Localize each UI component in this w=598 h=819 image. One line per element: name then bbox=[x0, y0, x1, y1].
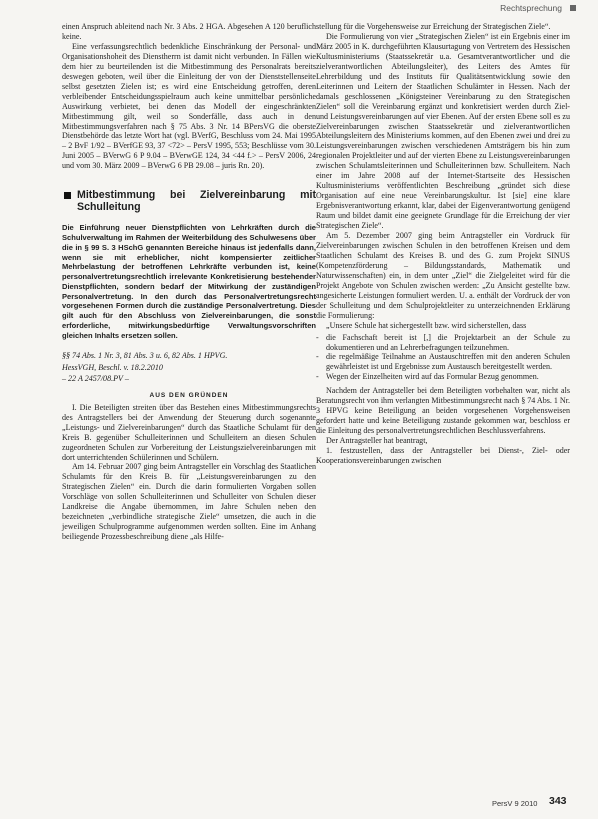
list-item bbox=[316, 333, 570, 353]
heading-bullet-icon bbox=[64, 192, 71, 199]
citation-docket: – 22 A 2457/08.PV – bbox=[62, 374, 129, 384]
list-dash: - bbox=[316, 332, 319, 342]
list-item bbox=[316, 372, 570, 382]
headnote: Die Einführung neuer Dienstpflichten von Lehrkräften durch die Schulverwaltung im Rahmen der Weiterbildung des Schulwesens über die in § 99 S. 3 HSchG genannten Bereiche hinaus ist jedenfalls dann, wenn sie mit erheblicher, nicht kompensierter zeitlicher Mehrbelastung der betroffenen Lehrkräfte verbunden ist, keine personalvertretungsrechtlich irrelevante Konkretisierung bestehender Dienstpflichten, sondern bedarf der Mitwirkung der zuständigen Personalvertretung. In den durch das Personalvertretungsrecht vorgesehenen Formen durch die zuständige Personalvertretung. Dies gilt auch für den Abschluss von Zielvereinbarungen, die sonst erforderliche, mitwirkungsbedürftige Verwaltungsvorschriften gleichen Inhalts ersetzen sollen. bbox=[62, 223, 316, 340]
section-title: Mitbestimmung bei Zielvereinbarung mit Schulleitung bbox=[77, 189, 316, 214]
body-paragraph: Eine verfassungsrechtlich bedenkliche Einschränkung der Personal- und Organisationshoheit des Dienstherrn ist damit nicht verbunden. In Fällen wie dem hier zu beurteilenden ist die Mitbestimmung des Personalrats bereits deswegen geboten, weil über die Einleitung der von der Dienststellenseite selbst gesetzten Zielen ist; es wird eine Entscheidung getroffen, deren verbleibender Entscheidungsspielraum auch keine unmittelbar persönliche Auswirkung verbietet, bei denen das Modell der eingeschränkten Mitbestimmung gilt, weil so Sonderfälle, dass auch in den Mitbestimmungsverfahren nach § 75 Abs. 3 Nr. 14 BPersVG die oberste Dienstbehörde das letzte Wort hat (vgl. BVerfG, Beschluss vom 24. Mai 1995 – 2 BvF 1/92 – BVerfGE 93, 37 <72> – PersV 1995, 553; Beschlüsse vom 30. Juni 2005 – BVerwG 6 P 9.04 – BVerwGE 124, 34 <44 f.> – PersV 2006, 24 und vom 30. März 2009 – BVerwG 6 PB 29.08 – juris Rn. 20). bbox=[62, 41, 316, 171]
quote-list bbox=[316, 333, 570, 383]
body-paragraph: Die Formulierung von vier „Strategischen Zielen“ ist ein Ergebnis einer im März 2005 in K. durchgeführten Klausurtagung von Vertretern des Hessischen Kultusministeriums (Staatssekretär u.a. Gesamtverantwortlicher und die zielverantwortlichen Abteilungsleiter), des Leiters des Amtes für Lehrerbildung und des Instituts für Qualitätsentwicklung sowie den Leiterinnen und Leitern der Staatlichen Schulämter in Hessen. Nach der damals geschlossenen „Königsteiner Vereinbarung zu den Strategischen Zielen“ soll die Vereinbarung ergänzt und konkretisiert werden durch Ziel- und Leistungsvereinbarungen auf vier Ebenen. Auf der ersten Ebene soll es zu Zielvereinbarungen zwischen Staatssekretär und zielverantwortlichen Abteilungsleitern des Ministeriums kommen, auf den Ebenen zwei und drei zu Leistungsvereinbarungen zwischen verschiedenen Amtsträgern bis hin zum regionalen Projektleiter und auf der vierten Ebene zu Leistungsvereinbarungen zwischen Schulamtsleiterinnen und Schulleiterinnen bzw. Schulleitern. Nach einer im Jahre 2008 auf der Internet-Startseite des Hessischen Kultusministeriums veröffentlichten Beschreibung „gründet sich diese Organisation auf eine neue Vereinbarungskultur. Ist [sie] eine klare Ergebnisverantwortung erkannt, klar, dabei der Eigenverantwortung genügend Raum und bildet damit eine geeignete Grundlage für die Erreichung der vier Strategischen Ziele“. bbox=[316, 31, 570, 231]
body-paragraph: Am 5. Dezember 2007 ging beim Antragsteller ein Vordruck für Zielvereinbarungen zwischen Schulen in den betroffenen Kreisen und dem Staatlichen Schulamt des Kreises B. und des G. zum Projekt SINUS (Kompetenzförderung – Bildungsstandards, Mathematik und Naturwissenschaften) ein, in dem unter „Ziel“ die Zielgeleitet wird für die Projekt Angebote von Schulen zwischen werden: „Zu Ansicht gestellte bzw. angesicherte Leistungen formuliert werden. U. a. enthält der Vordruck der von der Schulleitung und dem Schulprojektleiter zu unterzeichnenden Erklärung die Formulierung: bbox=[316, 231, 570, 320]
citation-court: HessVGH, Beschl. v. 18.2.2010 bbox=[62, 362, 163, 372]
header-marker-icon bbox=[570, 5, 576, 11]
list-dash: - bbox=[316, 352, 319, 362]
body-paragraph: Nachdem der Antragsteller bei dem Beteiligten vorbehalten war, nicht als Beratungsrecht von ihm verlangten Mitbestimmungsrecht nach § 74 Abs. 1 Nr. 3 HPVG keine Beteiligung an beiden vorgesehenen Vorgehensweisen gefordert hatte und keine Beteiligung zustande gekommen war, beschloss er die Einleitung des personalvertretungsrechtlichen Beschlussverfahrens. bbox=[316, 386, 570, 436]
body-paragraph: „Unsere Schule hat sichergestellt bzw. wird sicherstellen, dass bbox=[326, 320, 527, 330]
journal-reference: PersV 9 2010 bbox=[492, 799, 538, 808]
page-number: 343 bbox=[549, 795, 567, 807]
left-column bbox=[62, 22, 316, 542]
citation-block bbox=[62, 350, 316, 385]
body-paragraph: einen Anspruch ableitend nach Nr. 3 Abs. 2 HGA. Abgesehen A 120 beruflich keine. bbox=[62, 22, 316, 41]
list-item-text: Wegen der Einzelheiten wird auf das Formular Bezug genommen. bbox=[326, 372, 539, 382]
right-column bbox=[316, 22, 570, 466]
citation-norms: §§ 74 Abs. 1 Nr. 3, 81 Abs. 3 u. 6, 82 Abs. 1 HPVG. bbox=[62, 351, 228, 361]
body-paragraph: I. Die Beteiligten streiten über das Bestehen eines Mitbestimmungsrechts des Antragstellers bei der Anwendung der Steuerung durch sogenannte „Leistungs- und Zielvereinbarungen“ durch das Staatliche Schulamt für den Kreis B. gegenüber Schulleiterinnen und Schulleitern an diesen Schulen zugeordneten Schulen zur Vorbereitung der Leistungszielvereinbarungen mit dort unterrichtenden Schülerinnen und Schülern. bbox=[62, 402, 316, 462]
list-item-text: die regelmäßige Teilnahme an Austauschtreffen mit den anderen Schulen gewährleistet ist und Ergebnisse zum Austausch bereitgestellt werden. bbox=[326, 352, 570, 372]
section-label: Rechtsprechung bbox=[500, 3, 562, 13]
list-dash: - bbox=[316, 372, 319, 382]
body-paragraph: Am 14. Februar 2007 ging beim Antragsteller ein Vorschlag des Staatlichen Schulamts für den Kreis B. für „Leistungsvereinbarungen zu den Strategischen Zielen“ ein. Durch die darin formulierten Vorgaben sollen Vorschläge von sollen Schulleiterinnen und Schulleiter von Schulen dieser Landkreise die Angabe übernommen, im Jahre Schulen neben den bezeichneten „verbindliche strategische Ziele“ umsetzen, die auch in die jeweiligen Schulprogramme aufgenommen werden sollten. Eine im Anhang beiliegende Prozessbeschreibung diene „als Hilfe- bbox=[62, 462, 316, 542]
page-header bbox=[0, 0, 598, 20]
list-item-text: die Fachschaft bereit ist [,] die Projektarbeit an der Schule zu dokumentieren und an Lehrerbefragungen teilzunehmen. bbox=[326, 332, 570, 352]
body-paragraph: stellung für die Vorgehensweise zur Erreichung der Strategischen Ziele“. bbox=[316, 22, 551, 31]
body-paragraph: 1. festzustellen, dass der Antragsteller bei Dienst-, Ziel- oder Kooperationsvereinbarungen zwischen bbox=[316, 446, 570, 465]
grounds-heading: AUS DEN GRÜNDEN bbox=[149, 391, 229, 399]
list-item bbox=[316, 352, 570, 372]
body-paragraph: Der Antragsteller hat beantragt, bbox=[326, 436, 428, 446]
section-heading bbox=[62, 189, 316, 213]
